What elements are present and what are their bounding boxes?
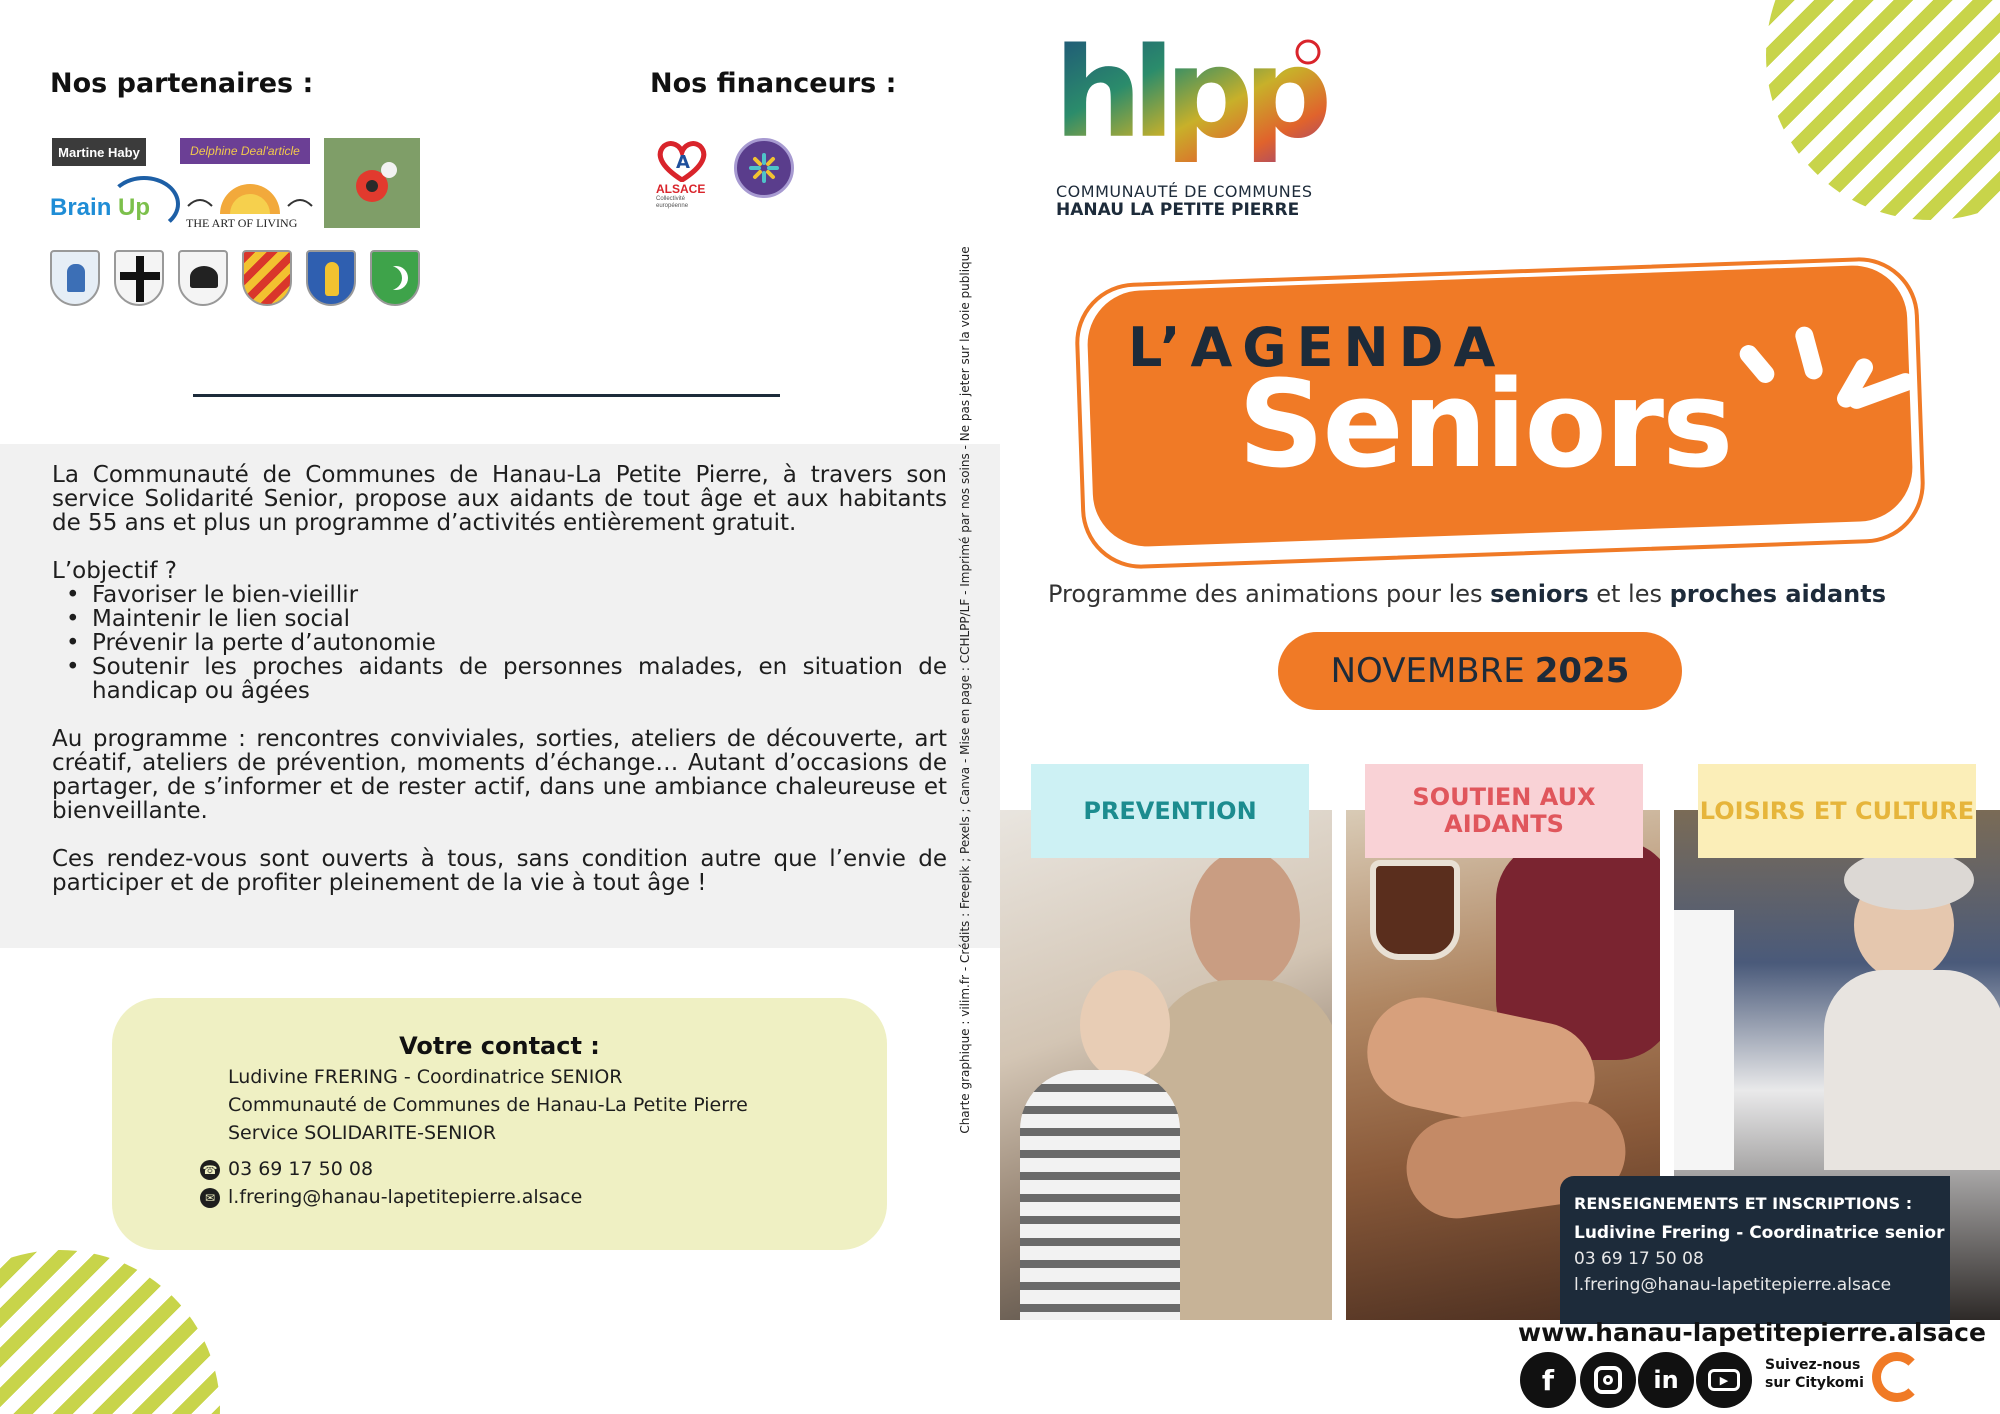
subtitle-seniors: seniors xyxy=(1490,580,1589,608)
coat-of-arms-3 xyxy=(178,250,228,306)
contact-name: Ludivine FRERING - Coordinatrice SENIOR xyxy=(228,1066,623,1088)
partner-logo-graphique xyxy=(324,138,420,228)
funder-logo-conference xyxy=(734,138,794,198)
youtube-icon[interactable]: ▶ xyxy=(1696,1352,1752,1408)
intro-text xyxy=(52,463,947,919)
subtitle-aidants: proches aidants xyxy=(1669,580,1886,608)
objectives-list xyxy=(52,583,947,703)
partner-logo-delphine xyxy=(180,138,310,164)
follow-line-2: sur Citykomi xyxy=(1765,1375,1864,1391)
info-phone: 03 69 17 50 08 xyxy=(1574,1249,1704,1269)
hlpp-logo xyxy=(1050,34,1350,164)
cc-line-1: COMMUNAUTÉ DE COMMUNES xyxy=(1056,182,1313,201)
partners-title: Nos partenaires : xyxy=(50,68,314,99)
subtitle-mid: et les xyxy=(1588,580,1670,608)
objective-item: • Soutenir les proches aidants de personnes malades, en situation de handicap ou âgées xyxy=(52,655,947,703)
vertical-credit: Charte graphique : vilim.fr - Crédits : Freepik ; Pexels ; Canva - Mise en page : CCHLPP/LF - Imprimé par nos soins - Ne pas jeter sur la voie publique xyxy=(958,246,972,1134)
objective-item: • Maintenir le lien social xyxy=(52,607,947,631)
contact-phone: 03 69 17 50 08 xyxy=(228,1158,374,1180)
funders-title: Nos financeurs : xyxy=(650,68,897,99)
svg-text:A: A xyxy=(676,152,690,173)
stripes-decoration-bottom-left xyxy=(0,1250,220,1414)
alsace-subtext: Collectivité européenne xyxy=(656,196,689,209)
info-email[interactable]: l.frering@hanau-lapetitepierre.alsace xyxy=(1574,1275,1892,1295)
coat-of-arms-2 xyxy=(114,250,164,306)
subtitle-pre: Programme des animations pour les xyxy=(1048,580,1491,608)
category-loisirs-culture: LOISIRS ET CULTURE xyxy=(1698,764,1976,858)
citykomi-follow-text xyxy=(1765,1356,1864,1392)
info-title: RENSEIGNEMENTS ET INSCRIPTIONS : xyxy=(1574,1194,1913,1213)
alsace-heart-icon xyxy=(654,140,710,182)
contact-org: Communauté de Communes de Hanau-La Petite Pierre xyxy=(228,1094,748,1116)
partner-logo-art-of-living xyxy=(184,176,316,232)
facebook-icon[interactable]: f xyxy=(1520,1352,1576,1408)
brainup-up-text: Up xyxy=(118,194,150,221)
coat-of-arms-1 xyxy=(50,250,100,306)
website-link[interactable]: www.hanau-lapetitepierre.alsace xyxy=(1518,1318,1986,1347)
stripes-decoration-top-right xyxy=(1766,0,2000,220)
contact-title: Votre contact : xyxy=(399,1032,600,1060)
linkedin-icon[interactable]: in xyxy=(1638,1352,1694,1408)
intro-paragraph-3: Au programme : rencontres conviviales, sorties, ateliers de découverte, art créatif, ateliers de prévention, moments d’échange… Autant d’occasions de partager, de s’informer et de rester actif, dans une ambiance chaleureuse et bienveillante. xyxy=(52,726,947,824)
email-icon: ✉ xyxy=(200,1188,220,1208)
separator-line xyxy=(193,394,780,397)
citykomi-icon[interactable] xyxy=(1872,1352,1922,1402)
partner-logo-martine-haby-text: Martine Haby xyxy=(58,144,140,160)
coat-of-arms-5 xyxy=(306,250,356,306)
agenda-title: L’AGENDA xyxy=(1128,316,1506,379)
month-label: NOVEMBRE xyxy=(1330,651,1525,691)
objective-label: L’objectif ? xyxy=(52,558,178,584)
coat-of-arms-6 xyxy=(370,250,420,306)
subtitle xyxy=(1048,580,1962,608)
seniors-title: Seniors xyxy=(1238,356,1732,495)
poppy-icon xyxy=(337,148,407,218)
category-soutien-aidants: SOUTIEN AUX AIDANTS xyxy=(1365,764,1643,858)
partner-logo-brainup xyxy=(50,176,180,232)
instagram-icon[interactable] xyxy=(1580,1352,1636,1408)
intro-paragraph-4: Ces rendez-vous sont ouverts à tous, sans condition autre que l’envie de participer et de profiter pleinement de la vie à tout âge ! xyxy=(52,846,947,896)
contact-service: Service SOLIDARITE-SENIOR xyxy=(228,1122,497,1144)
year-label: 2025 xyxy=(1534,651,1630,691)
follow-line-1: Suivez-nous xyxy=(1765,1357,1861,1373)
contact-email[interactable]: l.frering@hanau-lapetitepierre.alsace xyxy=(228,1186,583,1208)
hlpp-logo-text: hlpp xyxy=(1054,34,1323,164)
art-of-living-text: THE ART OF LIVING xyxy=(186,216,298,230)
info-name: Ludivine Frering - Coordinatrice senior xyxy=(1574,1223,1945,1243)
partner-logo-delphine-text: Delphine Deal'article xyxy=(190,144,300,158)
objective-item: • Prévenir la perte d’autonomie xyxy=(52,631,947,655)
contact-box xyxy=(112,998,887,1250)
brainup-swoosh xyxy=(108,176,180,232)
sun-icon xyxy=(184,176,316,216)
coat-of-arms-4 xyxy=(242,250,292,306)
photo-prevention xyxy=(1000,810,1332,1320)
category-prevention: PREVENTION xyxy=(1031,764,1309,858)
brainup-brain-text: Brain xyxy=(50,194,112,221)
star-flower-icon xyxy=(737,141,791,195)
funder-logo-alsace xyxy=(652,140,712,212)
info-box xyxy=(1560,1176,1950,1324)
partner-logo-martine-haby xyxy=(52,138,146,166)
alsace-text: ALSACE xyxy=(656,182,706,196)
phone-icon: ☎ xyxy=(200,1160,220,1180)
cc-line-2: HANAU LA PETITE PIERRE xyxy=(1056,200,1300,220)
intro-paragraph-1: La Communauté de Communes de Hanau-La Petite Pierre, à travers son service Solidarité Senior, propose aux aidants de tout âge et aux habitants de 55 ans et plus un programme d’activités entièrement gratuit. xyxy=(52,462,947,536)
month-pill xyxy=(1278,632,1682,710)
objective-item: • Favoriser le bien-vieillir xyxy=(52,583,947,607)
